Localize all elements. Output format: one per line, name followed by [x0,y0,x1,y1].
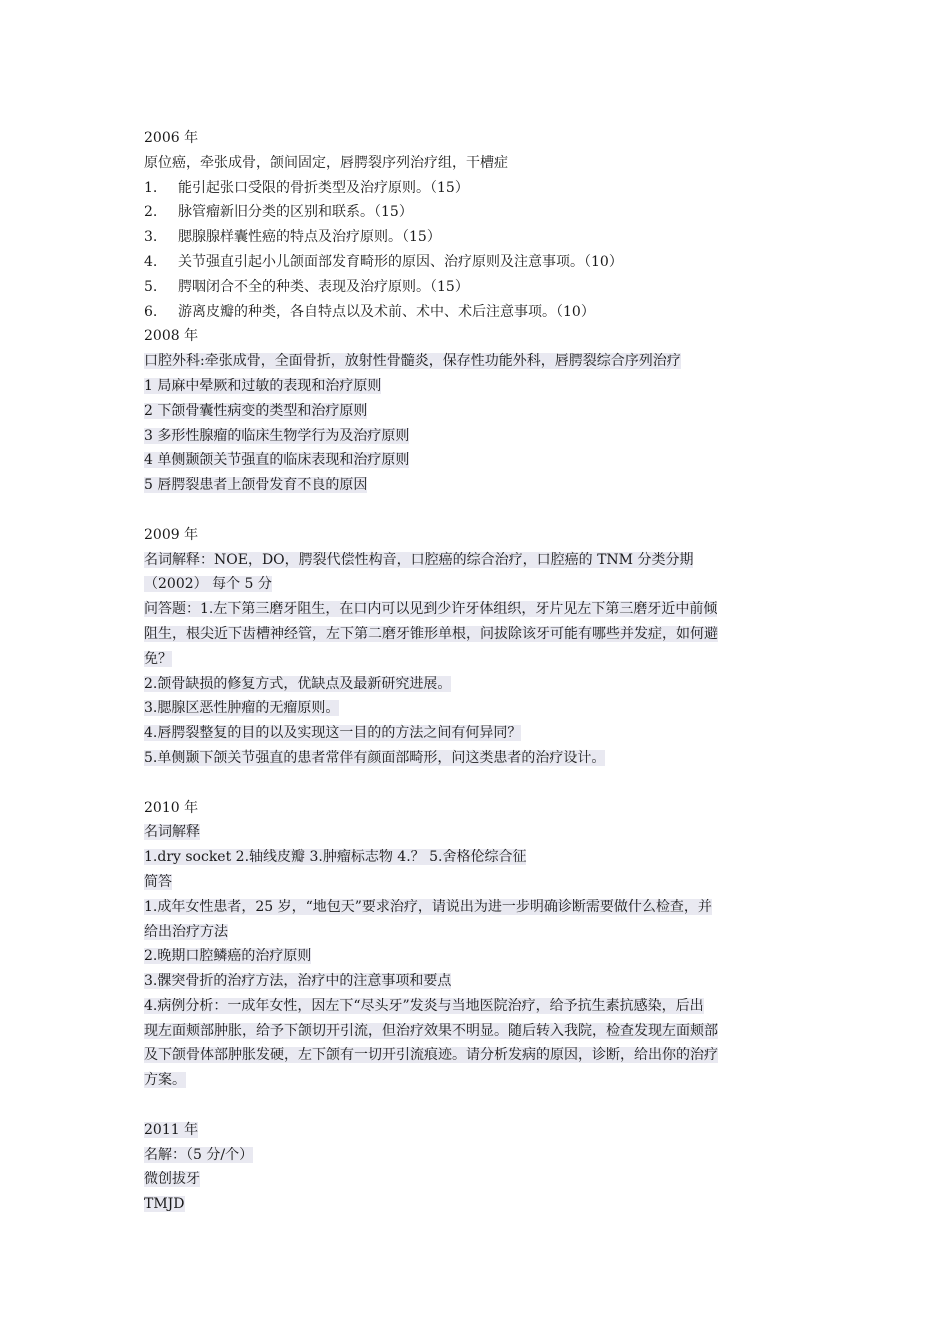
terms-label-2010: 名词解释 [144,824,200,841]
question-2006-2 [144,200,809,225]
question-2008-1: 1 局麻中晕厥和过敏的表现和治疗原则 [144,377,382,394]
term-2011-1: 微创拔牙 [144,1171,200,1188]
terms-2009-line1: 名词解释：NOE，DO，腭裂代偿性构音，口腔癌的综合治疗，口腔癌的 TNM 分类分期 [144,551,694,568]
question-2010-4-line3: 及下颌骨体部肿胀发硬，左下颌有一切开引流痕迹。请分析发病的原因，诊断，给出你的治疗 [144,1047,718,1064]
question-2006-1 [144,176,809,201]
question-2008-4: 4 单侧颞颌关节强直的临床表现和治疗原则 [144,452,410,469]
terms-2009-line2: （2002） 每个 5 分 [144,576,272,593]
year-heading-2009: 2009 年 [144,526,199,543]
question-2006-6 [144,300,809,325]
document-page [144,126,809,1217]
question-2009-2: 2.颌骨缺损的修复方式，优缺点及最新研究进展。 [144,675,452,692]
question-number: 2. [144,204,158,221]
question-2009-1-line2: 阻生，根尖近下齿槽神经管，左下第二磨牙锥形单根，问拔除该牙可能有哪些并发症，如何避 [144,625,718,642]
keywords-2006: 原位癌，牵张成骨，颌间固定，唇腭裂序列治疗组，干槽症 [144,154,508,171]
question-2008-2: 2 下颌骨囊性病变的类型和治疗原则 [144,402,368,419]
question-2009-1-line3: 免？ [144,650,172,667]
short-answer-label-2010: 简答 [144,873,172,890]
question-2008-3: 3 多形性腺瘤的临床生物学行为及治疗原则 [144,427,410,444]
terms-2010: 1.dry socket 2.轴线皮瓣 3.肿瘤标志物 4.？ 5.舍格伦综合征 [144,849,527,866]
question-number: 5. [144,278,158,295]
question-2006-4 [144,250,809,275]
question-2010-4-line2: 现左面颊部肿胀，给予下颌切开引流，但治疗效果不明显。随后转入我院，检查发现左面颊部 [144,1022,718,1039]
question-2010-3: 3.髁突骨折的治疗方法，治疗中的注意事项和要点 [144,973,452,990]
question-2008-5: 5 唇腭裂患者上颌骨发育不良的原因 [144,477,368,494]
question-number: 4. [144,253,158,270]
question-2010-4-line1: 4.病例分析：一成年女性，因左下“尽头牙”发炎与当地医院治疗，给予抗生素抗感染，后出 [144,997,704,1014]
question-text: 游离皮瓣的种类，各自特点以及术前、术中、术后注意事项。（10） [178,303,595,320]
question-2006-3 [144,225,809,250]
question-text: 腭咽闭合不全的种类、表现及治疗原则。（15） [178,278,469,295]
keywords-2008: 口腔外科:牵张成骨，全面骨折，放射性骨髓炎，保存性功能外科，唇腭裂综合序列治疗 [144,353,681,370]
term-2011-2: TMJD [144,1196,185,1213]
question-text: 能引起张口受限的骨折类型及治疗原则。（15） [178,179,469,196]
question-number: 1. [144,179,158,196]
question-2010-1-line1: 1.成年女性患者，25 岁，“地包天”要求治疗，请说出为进一步明确诊断需要做什么检查，并 [144,898,712,915]
question-2010-2: 2.晚期口腔鳞癌的治疗原则 [144,948,312,965]
question-2009-4: 4.唇腭裂整复的目的以及实现这一目的的方法之间有何异同？ [144,725,522,742]
question-number: 3. [144,229,158,246]
year-heading-2010: 2010 年 [144,799,199,816]
year-heading-2006: 2006 年 [144,130,199,146]
question-2009-1-line1: 问答题：1.左下第三磨牙阻生，在口内可以见到少许牙体组织，牙片见左下第三磨牙近中前倾 [144,601,718,618]
terms-label-2011: 名解：（5 分/个） [144,1146,254,1163]
year-heading-2011: 2011 年 [144,1121,199,1138]
question-2010-1-line2: 给出治疗方法 [144,923,228,940]
question-2010-4-line4: 方案。 [144,1072,186,1089]
question-text: 脉管瘤新旧分类的区别和联系。（15） [178,204,413,221]
question-2009-3: 3.腮腺区恶性肿瘤的无瘤原则。 [144,700,340,717]
question-text: 腮腺腺样囊性癌的特点及治疗原则。（15） [178,229,441,246]
question-2006-5 [144,275,809,300]
question-number: 6. [144,303,158,320]
year-heading-2008: 2008 年 [144,328,199,345]
question-text: 关节强直引起小儿颌面部发育畸形的原因、治疗原则及注意事项。（10） [178,253,623,270]
question-2009-5: 5.单侧颞下颌关节强直的患者常伴有颜面部畸形，问这类患者的治疗设计。 [144,749,606,766]
